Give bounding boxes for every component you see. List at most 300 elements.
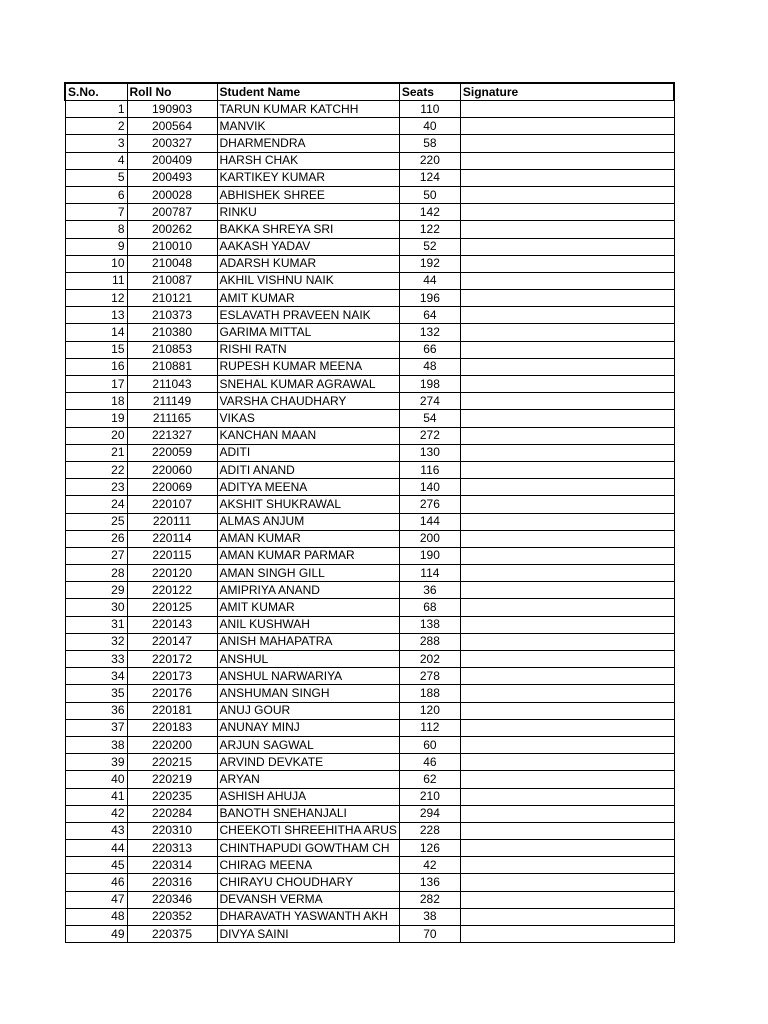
student-name-cell: GARIMA MITTAL bbox=[217, 324, 399, 341]
seats-cell: 142 bbox=[399, 204, 460, 221]
sno-cell: 46 bbox=[65, 874, 127, 891]
roll-no-cell: 220111 bbox=[127, 513, 217, 530]
signature-cell[interactable] bbox=[460, 169, 674, 186]
seats-cell: 294 bbox=[399, 805, 460, 822]
signature-cell[interactable] bbox=[460, 926, 674, 943]
table-row bbox=[65, 736, 674, 753]
signature-cell[interactable] bbox=[460, 840, 674, 857]
roll-no-cell: 220059 bbox=[127, 444, 217, 461]
header-signature: Signature bbox=[460, 83, 674, 101]
roll-no-cell: 220310 bbox=[127, 822, 217, 839]
sno-cell: 35 bbox=[65, 685, 127, 702]
roll-no-cell: 220284 bbox=[127, 805, 217, 822]
table-row bbox=[65, 272, 674, 289]
sno-cell: 10 bbox=[65, 255, 127, 272]
seats-cell: 66 bbox=[399, 341, 460, 358]
table-row bbox=[65, 633, 674, 650]
sno-cell: 8 bbox=[65, 221, 127, 238]
roll-no-cell: 210121 bbox=[127, 290, 217, 307]
student-name-cell: CHIRAYU CHOUDHARY bbox=[217, 874, 399, 891]
signature-cell[interactable] bbox=[460, 118, 674, 135]
signature-cell[interactable] bbox=[460, 565, 674, 582]
table-row bbox=[65, 754, 674, 771]
roll-no-cell: 220313 bbox=[127, 840, 217, 857]
table-row bbox=[65, 376, 674, 393]
student-name-cell: AMIPRIYA ANAND bbox=[217, 582, 399, 599]
table-row bbox=[65, 358, 674, 375]
roll-no-cell: 200787 bbox=[127, 204, 217, 221]
roll-no-cell: 220219 bbox=[127, 771, 217, 788]
signature-cell[interactable] bbox=[460, 857, 674, 874]
roll-no-cell: 220314 bbox=[127, 857, 217, 874]
seats-cell: 36 bbox=[399, 582, 460, 599]
sno-cell: 23 bbox=[65, 479, 127, 496]
student-name-cell: CHIRAG MEENA bbox=[217, 857, 399, 874]
roll-no-cell: 220125 bbox=[127, 599, 217, 616]
roll-no-cell: 220107 bbox=[127, 496, 217, 513]
roll-no-cell: 220346 bbox=[127, 891, 217, 908]
sno-cell: 1 bbox=[65, 101, 127, 118]
sno-cell: 41 bbox=[65, 788, 127, 805]
table-row bbox=[65, 891, 674, 908]
seats-cell: 278 bbox=[399, 668, 460, 685]
student-name-cell: MANVIK bbox=[217, 118, 399, 135]
signature-cell[interactable] bbox=[460, 736, 674, 753]
table-row bbox=[65, 565, 674, 582]
table-row bbox=[65, 771, 674, 788]
table-row bbox=[65, 599, 674, 616]
signature-cell[interactable] bbox=[460, 633, 674, 650]
student-name-cell: ANIL KUSHWAH bbox=[217, 616, 399, 633]
roll-no-cell: 220060 bbox=[127, 461, 217, 478]
student-name-cell: ASHISH AHUJA bbox=[217, 788, 399, 805]
student-name-cell: BANOTH SNEHANJALI bbox=[217, 805, 399, 822]
roll-no-cell: 220176 bbox=[127, 685, 217, 702]
seats-cell: 228 bbox=[399, 822, 460, 839]
table-row bbox=[65, 135, 674, 152]
student-name-cell: ANUJ GOUR bbox=[217, 702, 399, 719]
signature-cell[interactable] bbox=[460, 616, 674, 633]
student-name-cell: AKHIL VISHNU NAIK bbox=[217, 272, 399, 289]
sno-cell: 44 bbox=[65, 840, 127, 857]
roll-no-cell: 200564 bbox=[127, 118, 217, 135]
seats-cell: 70 bbox=[399, 926, 460, 943]
table-row bbox=[65, 255, 674, 272]
student-name-cell: DHARMENDRA bbox=[217, 135, 399, 152]
signature-cell[interactable] bbox=[460, 513, 674, 530]
table-row bbox=[65, 616, 674, 633]
table-row bbox=[65, 238, 674, 255]
seats-cell: 64 bbox=[399, 307, 460, 324]
roll-no-cell: 220183 bbox=[127, 719, 217, 736]
sno-cell: 21 bbox=[65, 444, 127, 461]
table-row bbox=[65, 169, 674, 186]
student-name-cell: ANSHUMAN SINGH bbox=[217, 685, 399, 702]
sno-cell: 38 bbox=[65, 736, 127, 753]
table-row bbox=[65, 496, 674, 513]
roll-no-cell: 210048 bbox=[127, 255, 217, 272]
signature-cell[interactable] bbox=[460, 358, 674, 375]
header-sno: S.No. bbox=[65, 83, 127, 101]
seats-cell: 124 bbox=[399, 169, 460, 186]
seats-cell: 50 bbox=[399, 186, 460, 203]
roll-no-cell: 220147 bbox=[127, 633, 217, 650]
sno-cell: 17 bbox=[65, 376, 127, 393]
table-row bbox=[65, 118, 674, 135]
seats-cell: 112 bbox=[399, 719, 460, 736]
roll-no-cell: 211149 bbox=[127, 393, 217, 410]
seats-cell: 116 bbox=[399, 461, 460, 478]
sno-cell: 39 bbox=[65, 754, 127, 771]
table-row bbox=[65, 840, 674, 857]
sno-cell: 27 bbox=[65, 547, 127, 564]
roll-no-cell: 220172 bbox=[127, 651, 217, 668]
sno-cell: 24 bbox=[65, 496, 127, 513]
header-seats: Seats bbox=[399, 83, 460, 101]
sno-cell: 18 bbox=[65, 393, 127, 410]
sno-cell: 11 bbox=[65, 272, 127, 289]
sno-cell: 15 bbox=[65, 341, 127, 358]
student-name-cell: CHINTHAPUDI GOWTHAM CH bbox=[217, 840, 399, 857]
table-row bbox=[65, 393, 674, 410]
sno-cell: 48 bbox=[65, 908, 127, 925]
table-body bbox=[65, 101, 674, 943]
sno-cell: 40 bbox=[65, 771, 127, 788]
signature-cell[interactable] bbox=[460, 754, 674, 771]
student-name-cell: RISHI RATN bbox=[217, 341, 399, 358]
signature-cell[interactable] bbox=[460, 221, 674, 238]
signature-cell[interactable] bbox=[460, 719, 674, 736]
roll-no-cell: 220181 bbox=[127, 702, 217, 719]
sno-cell: 7 bbox=[65, 204, 127, 221]
table-row bbox=[65, 582, 674, 599]
student-name-cell: HARSH CHAK bbox=[217, 152, 399, 169]
roll-no-cell: 190903 bbox=[127, 101, 217, 118]
sno-cell: 32 bbox=[65, 633, 127, 650]
student-name-cell: ARVIND DEVKATE bbox=[217, 754, 399, 771]
seats-cell: 190 bbox=[399, 547, 460, 564]
student-name-cell: KARTIKEY KUMAR bbox=[217, 169, 399, 186]
seats-cell: 44 bbox=[399, 272, 460, 289]
seats-cell: 220 bbox=[399, 152, 460, 169]
roll-no-cell: 220215 bbox=[127, 754, 217, 771]
roll-no-cell: 210087 bbox=[127, 272, 217, 289]
roll-no-cell: 220114 bbox=[127, 530, 217, 547]
signature-cell[interactable] bbox=[460, 376, 674, 393]
roll-no-cell: 220173 bbox=[127, 668, 217, 685]
signature-cell[interactable] bbox=[460, 874, 674, 891]
table-row bbox=[65, 152, 674, 169]
seats-cell: 48 bbox=[399, 358, 460, 375]
seats-cell: 288 bbox=[399, 633, 460, 650]
table-row bbox=[65, 668, 674, 685]
table-row bbox=[65, 651, 674, 668]
seats-cell: 46 bbox=[399, 754, 460, 771]
student-name-cell: ANSHUL NARWARIYA bbox=[217, 668, 399, 685]
signature-cell[interactable] bbox=[460, 547, 674, 564]
signature-cell[interactable] bbox=[460, 908, 674, 925]
roll-no-cell: 210853 bbox=[127, 341, 217, 358]
seats-cell: 210 bbox=[399, 788, 460, 805]
signature-cell[interactable] bbox=[460, 496, 674, 513]
student-name-cell: ADITI ANAND bbox=[217, 461, 399, 478]
roll-no-cell: 200493 bbox=[127, 169, 217, 186]
table-row bbox=[65, 204, 674, 221]
seats-cell: 42 bbox=[399, 857, 460, 874]
roll-no-cell: 210380 bbox=[127, 324, 217, 341]
student-name-cell: ANISH MAHAPATRA bbox=[217, 633, 399, 650]
seats-cell: 140 bbox=[399, 479, 460, 496]
sno-cell: 25 bbox=[65, 513, 127, 530]
roll-no-cell: 220115 bbox=[127, 547, 217, 564]
table-row bbox=[65, 513, 674, 530]
signature-cell[interactable] bbox=[460, 324, 674, 341]
seats-cell: 138 bbox=[399, 616, 460, 633]
student-name-cell: ESLAVATH PRAVEEN NAIK bbox=[217, 307, 399, 324]
signature-cell[interactable] bbox=[460, 461, 674, 478]
roll-no-cell: 221327 bbox=[127, 427, 217, 444]
sno-cell: 14 bbox=[65, 324, 127, 341]
sno-cell: 20 bbox=[65, 427, 127, 444]
seats-cell: 40 bbox=[399, 118, 460, 135]
seats-cell: 110 bbox=[399, 101, 460, 118]
student-name-cell: ANSHUL bbox=[217, 651, 399, 668]
signature-cell[interactable] bbox=[460, 582, 674, 599]
table-row bbox=[65, 290, 674, 307]
signature-cell[interactable] bbox=[460, 341, 674, 358]
table-row bbox=[65, 822, 674, 839]
seats-cell: 60 bbox=[399, 736, 460, 753]
student-name-cell: BAKKA SHREYA SRI bbox=[217, 221, 399, 238]
sno-cell: 30 bbox=[65, 599, 127, 616]
roll-no-cell: 210881 bbox=[127, 358, 217, 375]
student-name-cell: VARSHA CHAUDHARY bbox=[217, 393, 399, 410]
roll-no-cell: 210373 bbox=[127, 307, 217, 324]
seats-cell: 196 bbox=[399, 290, 460, 307]
student-name-cell: KANCHAN MAAN bbox=[217, 427, 399, 444]
seats-cell: 130 bbox=[399, 444, 460, 461]
sno-cell: 2 bbox=[65, 118, 127, 135]
header-roll-no: Roll No bbox=[127, 83, 217, 101]
roll-no-cell: 200262 bbox=[127, 221, 217, 238]
signature-cell[interactable] bbox=[460, 771, 674, 788]
roll-no-cell: 220375 bbox=[127, 926, 217, 943]
sno-cell: 47 bbox=[65, 891, 127, 908]
roll-no-cell: 200327 bbox=[127, 135, 217, 152]
student-name-cell: ALMAS ANJUM bbox=[217, 513, 399, 530]
signature-cell[interactable] bbox=[460, 599, 674, 616]
sno-cell: 9 bbox=[65, 238, 127, 255]
student-name-cell: AMAN SINGH GILL bbox=[217, 565, 399, 582]
signature-cell[interactable] bbox=[460, 101, 674, 118]
student-name-cell: ANUNAY MINJ bbox=[217, 719, 399, 736]
seats-cell: 54 bbox=[399, 410, 460, 427]
sno-cell: 42 bbox=[65, 805, 127, 822]
signature-cell[interactable] bbox=[460, 702, 674, 719]
signature-cell[interactable] bbox=[460, 255, 674, 272]
signature-cell[interactable] bbox=[460, 805, 674, 822]
roll-no-cell: 211165 bbox=[127, 410, 217, 427]
roll-no-cell: 220235 bbox=[127, 788, 217, 805]
student-name-cell: DIVYA SAINI bbox=[217, 926, 399, 943]
table-row bbox=[65, 101, 674, 118]
student-name-cell: SNEHAL KUMAR AGRAWAL bbox=[217, 376, 399, 393]
seats-cell: 282 bbox=[399, 891, 460, 908]
signature-cell[interactable] bbox=[460, 135, 674, 152]
roll-no-cell: 220122 bbox=[127, 582, 217, 599]
student-name-cell: CHEEKOTI SHREEHITHA ARUS bbox=[217, 822, 399, 839]
signature-cell[interactable] bbox=[460, 891, 674, 908]
table-row bbox=[65, 685, 674, 702]
student-name-cell: TARUN KUMAR KATCHH bbox=[217, 101, 399, 118]
seats-cell: 144 bbox=[399, 513, 460, 530]
seats-cell: 192 bbox=[399, 255, 460, 272]
table-row bbox=[65, 324, 674, 341]
roll-no-cell: 220200 bbox=[127, 736, 217, 753]
sno-cell: 5 bbox=[65, 169, 127, 186]
signature-cell[interactable] bbox=[460, 651, 674, 668]
table-row bbox=[65, 461, 674, 478]
student-name-cell: AMAN KUMAR PARMAR bbox=[217, 547, 399, 564]
sno-cell: 36 bbox=[65, 702, 127, 719]
sno-cell: 31 bbox=[65, 616, 127, 633]
seats-cell: 272 bbox=[399, 427, 460, 444]
signature-cell[interactable] bbox=[460, 479, 674, 496]
seats-cell: 58 bbox=[399, 135, 460, 152]
header-row bbox=[65, 83, 674, 101]
sno-cell: 49 bbox=[65, 926, 127, 943]
signature-cell[interactable] bbox=[460, 186, 674, 203]
table-row bbox=[65, 444, 674, 461]
signature-cell[interactable] bbox=[460, 307, 674, 324]
student-name-cell: ADITI bbox=[217, 444, 399, 461]
student-name-cell: VIKAS bbox=[217, 410, 399, 427]
seats-cell: 122 bbox=[399, 221, 460, 238]
seats-cell: 120 bbox=[399, 702, 460, 719]
table-row bbox=[65, 702, 674, 719]
table-row bbox=[65, 874, 674, 891]
signature-cell[interactable] bbox=[460, 530, 674, 547]
student-name-cell: AMIT KUMAR bbox=[217, 599, 399, 616]
table-row bbox=[65, 410, 674, 427]
signature-cell[interactable] bbox=[460, 410, 674, 427]
sno-cell: 29 bbox=[65, 582, 127, 599]
seats-cell: 136 bbox=[399, 874, 460, 891]
student-name-cell: ARYAN bbox=[217, 771, 399, 788]
seats-cell: 38 bbox=[399, 908, 460, 925]
roll-no-cell: 200028 bbox=[127, 186, 217, 203]
roll-no-cell: 220120 bbox=[127, 565, 217, 582]
roll-no-cell: 220143 bbox=[127, 616, 217, 633]
sno-cell: 4 bbox=[65, 152, 127, 169]
sno-cell: 12 bbox=[65, 290, 127, 307]
student-name-cell: ARJUN SAGWAL bbox=[217, 736, 399, 753]
signature-cell[interactable] bbox=[460, 272, 674, 289]
roll-no-cell: 220352 bbox=[127, 908, 217, 925]
signature-cell[interactable] bbox=[460, 204, 674, 221]
seats-cell: 274 bbox=[399, 393, 460, 410]
seats-cell: 188 bbox=[399, 685, 460, 702]
roll-no-cell: 220316 bbox=[127, 874, 217, 891]
signature-cell[interactable] bbox=[460, 788, 674, 805]
signature-cell[interactable] bbox=[460, 427, 674, 444]
sno-cell: 34 bbox=[65, 668, 127, 685]
table-row bbox=[65, 530, 674, 547]
signature-cell[interactable] bbox=[460, 393, 674, 410]
signature-cell[interactable] bbox=[460, 238, 674, 255]
sno-cell: 26 bbox=[65, 530, 127, 547]
signature-cell[interactable] bbox=[460, 290, 674, 307]
seats-cell: 198 bbox=[399, 376, 460, 393]
table-row bbox=[65, 221, 674, 238]
seats-cell: 202 bbox=[399, 651, 460, 668]
sno-cell: 6 bbox=[65, 186, 127, 203]
signature-cell[interactable] bbox=[460, 822, 674, 839]
signature-cell[interactable] bbox=[460, 152, 674, 169]
student-name-cell: ADITYA MEENA bbox=[217, 479, 399, 496]
student-seating-table bbox=[64, 82, 675, 943]
sno-cell: 33 bbox=[65, 651, 127, 668]
student-name-cell: ABHISHEK SHREE bbox=[217, 186, 399, 203]
roll-no-cell: 200409 bbox=[127, 152, 217, 169]
sno-cell: 19 bbox=[65, 410, 127, 427]
table-row bbox=[65, 341, 674, 358]
sno-cell: 3 bbox=[65, 135, 127, 152]
sno-cell: 13 bbox=[65, 307, 127, 324]
student-name-cell: RUPESH KUMAR MEENA bbox=[217, 358, 399, 375]
student-name-cell: AMIT KUMAR bbox=[217, 290, 399, 307]
signature-cell[interactable] bbox=[460, 685, 674, 702]
student-name-cell: AAKASH YADAV bbox=[217, 238, 399, 255]
table-row bbox=[65, 307, 674, 324]
seats-cell: 52 bbox=[399, 238, 460, 255]
seats-cell: 126 bbox=[399, 840, 460, 857]
table-row bbox=[65, 857, 674, 874]
table-row bbox=[65, 908, 674, 925]
seats-cell: 62 bbox=[399, 771, 460, 788]
seats-cell: 114 bbox=[399, 565, 460, 582]
student-name-cell: DEVANSH VERMA bbox=[217, 891, 399, 908]
roll-no-cell: 211043 bbox=[127, 376, 217, 393]
roll-no-cell: 220069 bbox=[127, 479, 217, 496]
table-row bbox=[65, 186, 674, 203]
table-row bbox=[65, 788, 674, 805]
signature-cell[interactable] bbox=[460, 668, 674, 685]
header-student-name: Student Name bbox=[217, 83, 399, 101]
student-name-cell: ADARSH KUMAR bbox=[217, 255, 399, 272]
table-row bbox=[65, 926, 674, 943]
table-row bbox=[65, 547, 674, 564]
sno-cell: 22 bbox=[65, 461, 127, 478]
table-row bbox=[65, 719, 674, 736]
seats-cell: 68 bbox=[399, 599, 460, 616]
table-row bbox=[65, 427, 674, 444]
sno-cell: 37 bbox=[65, 719, 127, 736]
table-row bbox=[65, 805, 674, 822]
seats-cell: 276 bbox=[399, 496, 460, 513]
seats-cell: 132 bbox=[399, 324, 460, 341]
sno-cell: 43 bbox=[65, 822, 127, 839]
student-name-cell: AMAN KUMAR bbox=[217, 530, 399, 547]
student-name-cell: DHARAVATH YASWANTH AKH bbox=[217, 908, 399, 925]
signature-cell[interactable] bbox=[460, 444, 674, 461]
sno-cell: 28 bbox=[65, 565, 127, 582]
sno-cell: 16 bbox=[65, 358, 127, 375]
table-row bbox=[65, 479, 674, 496]
student-name-cell: AKSHIT SHUKRAWAL bbox=[217, 496, 399, 513]
seats-cell: 200 bbox=[399, 530, 460, 547]
student-name-cell: RINKU bbox=[217, 204, 399, 221]
